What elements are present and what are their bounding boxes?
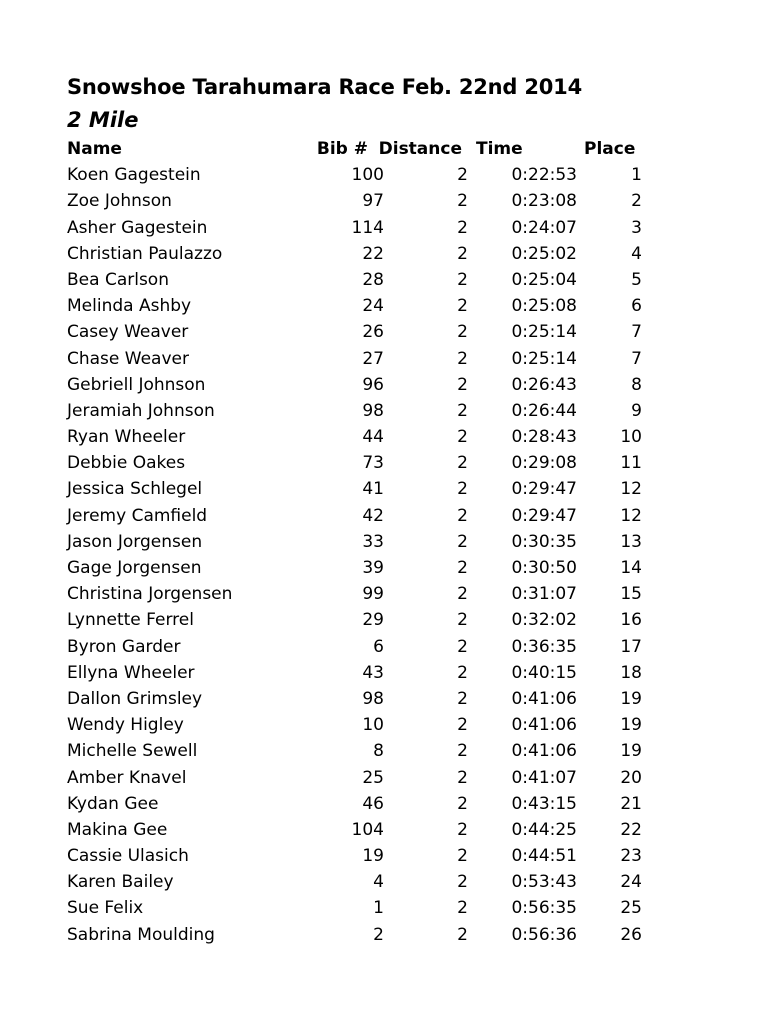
distance-value: 2 xyxy=(457,400,468,421)
distance-value: 2 xyxy=(457,741,468,762)
runner-name: Gage Jorgensen xyxy=(67,558,202,578)
bib-number: 39 xyxy=(362,558,384,578)
distance-value: 2 xyxy=(457,453,468,474)
bib-number: 98 xyxy=(362,688,384,709)
distance-value: 2 xyxy=(457,662,468,683)
runner-name: Zoe Johnson xyxy=(67,191,172,212)
distance-value: 2 xyxy=(457,819,468,840)
table-row xyxy=(67,895,657,921)
table-row xyxy=(67,660,657,686)
bib-number: 25 xyxy=(362,767,384,788)
table-row xyxy=(67,738,657,764)
runner-name: Bea Carlson xyxy=(67,269,169,290)
bib-number: 104 xyxy=(351,819,384,840)
finish-time: 0:29:08 xyxy=(511,453,577,474)
runner-name: Jeremy Camfield xyxy=(67,505,208,526)
bib-number: 6 xyxy=(373,636,384,657)
table-row xyxy=(67,765,657,791)
runner-name: Sue Felix xyxy=(67,898,144,919)
runner-name: Ellyna Wheeler xyxy=(67,662,195,683)
table-row xyxy=(67,869,657,895)
distance-value: 2 xyxy=(457,243,468,264)
bib-number: 97 xyxy=(362,191,384,212)
place-value: 15 xyxy=(620,584,642,605)
bib-number: 42 xyxy=(362,505,384,526)
bib-number: 99 xyxy=(362,584,384,605)
table-row xyxy=(67,686,657,712)
header-time: Time xyxy=(476,139,523,159)
runner-name: Lynnette Ferrel xyxy=(67,610,194,631)
runner-name: Karen Bailey xyxy=(67,872,174,893)
place-value: 22 xyxy=(620,819,642,840)
distance-value: 2 xyxy=(457,924,468,945)
finish-time: 0:30:50 xyxy=(511,558,577,578)
place-value: 7 xyxy=(631,322,642,343)
finish-time: 0:56:35 xyxy=(511,898,577,919)
runner-name: Kydan Gee xyxy=(67,793,159,814)
bib-number: 8 xyxy=(373,741,384,762)
bib-number: 43 xyxy=(362,662,384,683)
finish-time: 0:41:06 xyxy=(511,741,577,762)
place-value: 3 xyxy=(631,217,642,238)
distance-value: 2 xyxy=(457,217,468,238)
table-row xyxy=(67,555,657,581)
bib-number: 46 xyxy=(362,793,384,814)
place-value: 23 xyxy=(620,846,642,867)
finish-time: 0:25:14 xyxy=(511,322,577,343)
table-row xyxy=(67,529,657,555)
distance-value: 2 xyxy=(457,898,468,919)
runner-name: Jessica Schlegel xyxy=(67,479,203,500)
bib-number: 73 xyxy=(362,453,384,474)
table-row xyxy=(67,607,657,633)
place-value: 19 xyxy=(620,741,642,762)
finish-time: 0:56:36 xyxy=(511,924,577,945)
finish-time: 0:29:47 xyxy=(511,505,577,526)
finish-time: 0:41:07 xyxy=(511,767,577,788)
runner-name: Jeramiah Johnson xyxy=(67,400,215,421)
finish-time: 0:26:43 xyxy=(511,374,577,395)
header-bib: Bib # xyxy=(316,139,368,159)
table-row xyxy=(67,398,657,424)
bib-number: 24 xyxy=(362,296,384,317)
place-value: 19 xyxy=(620,715,642,736)
bib-number: 114 xyxy=(351,217,384,238)
distance-value: 2 xyxy=(457,715,468,736)
place-value: 18 xyxy=(620,662,642,683)
place-value: 14 xyxy=(620,558,642,578)
finish-time: 0:28:43 xyxy=(511,427,577,448)
distance-value: 2 xyxy=(457,846,468,867)
runner-name: Gebriell Johnson xyxy=(67,374,206,395)
runner-name: Asher Gagestein xyxy=(67,217,208,238)
results-table xyxy=(67,136,657,948)
place-value: 8 xyxy=(631,374,642,395)
place-value: 11 xyxy=(620,453,642,474)
place-value: 25 xyxy=(620,898,642,919)
finish-time: 0:41:06 xyxy=(511,688,577,709)
finish-time: 0:25:04 xyxy=(511,269,577,290)
table-row xyxy=(67,791,657,817)
runner-name: Dallon Grimsley xyxy=(67,688,203,709)
table-row xyxy=(67,267,657,293)
table-row xyxy=(67,293,657,319)
bib-number: 28 xyxy=(362,269,384,290)
bib-number: 98 xyxy=(362,400,384,421)
place-value: 17 xyxy=(620,636,642,657)
bib-number: 4 xyxy=(373,872,384,893)
place-value: 1 xyxy=(631,165,642,186)
runner-name: Amber Knavel xyxy=(67,767,187,788)
distance-value: 2 xyxy=(457,427,468,448)
table-row xyxy=(67,922,657,948)
runner-name: Casey Weaver xyxy=(67,322,189,343)
finish-time: 0:22:53 xyxy=(511,165,577,186)
race-distance-subtitle: 2 Mile xyxy=(67,108,139,132)
runner-name: Debbie Oakes xyxy=(67,453,186,474)
distance-value: 2 xyxy=(457,531,468,552)
distance-value: 2 xyxy=(457,793,468,814)
runner-name: Cassie Ulasich xyxy=(67,846,189,867)
distance-value: 2 xyxy=(457,322,468,343)
finish-time: 0:30:35 xyxy=(511,531,577,552)
distance-value: 2 xyxy=(457,479,468,500)
finish-time: 0:44:25 xyxy=(511,819,577,840)
finish-time: 0:41:06 xyxy=(511,715,577,736)
distance-value: 2 xyxy=(457,584,468,605)
bib-number: 44 xyxy=(362,427,384,448)
bib-number: 2 xyxy=(373,924,384,945)
place-value: 24 xyxy=(620,872,642,893)
distance-value: 2 xyxy=(457,296,468,317)
finish-time: 0:31:07 xyxy=(511,584,577,605)
distance-value: 2 xyxy=(457,165,468,186)
place-value: 26 xyxy=(620,924,642,945)
distance-value: 2 xyxy=(457,558,468,578)
runner-name: Melinda Ashby xyxy=(67,296,192,317)
bib-number: 19 xyxy=(362,846,384,867)
runner-name: Sabrina Moulding xyxy=(67,924,215,945)
bib-number: 22 xyxy=(362,243,384,264)
place-value: 13 xyxy=(620,531,642,552)
runner-name: Makina Gee xyxy=(67,819,168,840)
distance-value: 2 xyxy=(457,191,468,212)
distance-value: 2 xyxy=(457,872,468,893)
table-row xyxy=(67,188,657,214)
bib-number: 41 xyxy=(362,479,384,500)
finish-time: 0:25:08 xyxy=(511,296,577,317)
runner-name: Wendy Higley xyxy=(67,715,184,736)
header-distance: Distance xyxy=(378,139,462,159)
place-value: 4 xyxy=(631,243,642,264)
place-value: 12 xyxy=(620,479,642,500)
distance-value: 2 xyxy=(457,688,468,709)
table-row xyxy=(67,450,657,476)
bib-number: 27 xyxy=(362,348,384,369)
finish-time: 0:25:02 xyxy=(511,243,577,264)
table-row xyxy=(67,503,657,529)
runner-name: Christina Jorgensen xyxy=(67,584,233,605)
header-place: Place xyxy=(584,139,636,159)
distance-value: 2 xyxy=(457,269,468,290)
table-row xyxy=(67,817,657,843)
bib-number: 96 xyxy=(362,374,384,395)
place-value: 5 xyxy=(631,269,642,290)
place-value: 20 xyxy=(620,767,642,788)
table-row xyxy=(67,581,657,607)
finish-time: 0:24:07 xyxy=(511,217,577,238)
place-value: 9 xyxy=(631,400,642,421)
runner-name: Ryan Wheeler xyxy=(67,427,186,448)
table-row xyxy=(67,634,657,660)
finish-time: 0:36:35 xyxy=(511,636,577,657)
place-value: 2 xyxy=(631,191,642,212)
runner-name: Koen Gagestein xyxy=(67,165,201,186)
table-row xyxy=(67,476,657,502)
bib-number: 1 xyxy=(373,898,384,919)
place-value: 6 xyxy=(631,296,642,317)
table-row xyxy=(67,712,657,738)
table-row xyxy=(67,843,657,869)
bib-number: 33 xyxy=(362,531,384,552)
finish-time: 0:26:44 xyxy=(511,400,577,421)
runner-name: Christian Paulazzo xyxy=(67,243,223,264)
finish-time: 0:40:15 xyxy=(511,662,577,683)
table-row xyxy=(67,372,657,398)
place-value: 19 xyxy=(620,688,642,709)
finish-time: 0:43:15 xyxy=(511,793,577,814)
finish-time: 0:23:08 xyxy=(511,191,577,212)
finish-time: 0:32:02 xyxy=(511,610,577,631)
runner-name: Jason Jorgensen xyxy=(67,531,203,552)
finish-time: 0:44:51 xyxy=(511,846,577,867)
bib-number: 29 xyxy=(362,610,384,631)
place-value: 16 xyxy=(620,610,642,631)
finish-time: 0:53:43 xyxy=(511,872,577,893)
distance-value: 2 xyxy=(457,636,468,657)
place-value: 7 xyxy=(631,348,642,369)
place-value: 10 xyxy=(620,427,642,448)
place-value: 21 xyxy=(620,793,642,814)
bib-number: 10 xyxy=(362,715,384,736)
header-name: Name xyxy=(67,139,122,159)
table-body xyxy=(67,162,657,948)
distance-value: 2 xyxy=(457,505,468,526)
table-row xyxy=(67,346,657,372)
table-row xyxy=(67,162,657,188)
distance-value: 2 xyxy=(457,348,468,369)
distance-value: 2 xyxy=(457,610,468,631)
runner-name: Chase Weaver xyxy=(67,348,189,369)
table-row xyxy=(67,424,657,450)
table-row xyxy=(67,319,657,345)
bib-number: 100 xyxy=(351,165,384,186)
runner-name: Byron Garder xyxy=(67,636,181,657)
finish-time: 0:25:14 xyxy=(511,348,577,369)
place-value: 12 xyxy=(620,505,642,526)
runner-name: Michelle Sewell xyxy=(67,741,198,762)
bib-number: 26 xyxy=(362,322,384,343)
distance-value: 2 xyxy=(457,374,468,395)
distance-value: 2 xyxy=(457,767,468,788)
table-row xyxy=(67,215,657,241)
page-title: Snowshoe Tarahumara Race Feb. 22nd 2014 xyxy=(67,75,583,99)
table-header-row xyxy=(67,136,657,162)
table-row xyxy=(67,241,657,267)
finish-time: 0:29:47 xyxy=(511,479,577,500)
